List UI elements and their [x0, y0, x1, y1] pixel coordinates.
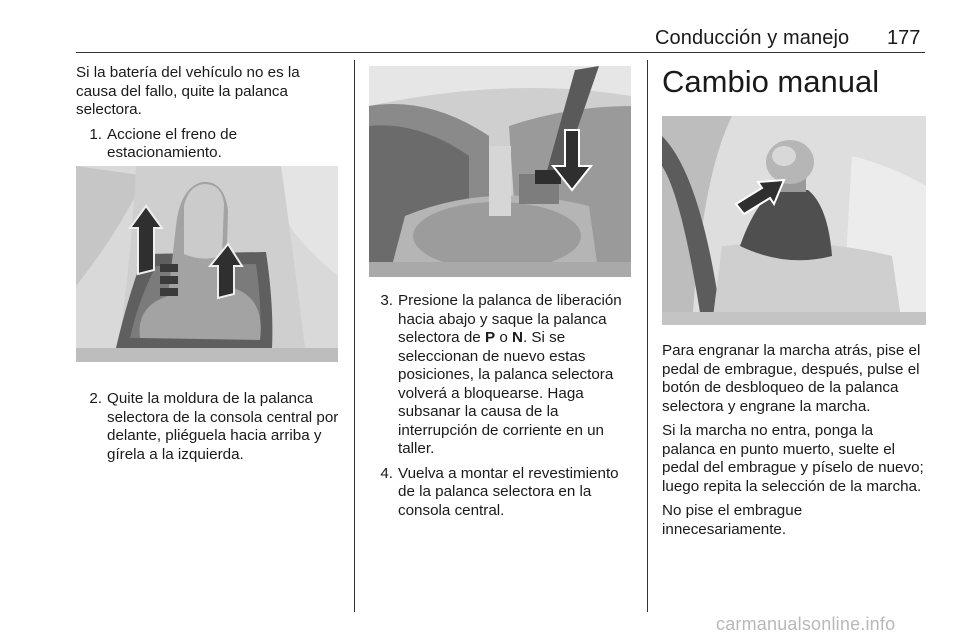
- step-4: [367, 465, 635, 521]
- step-text-part: . Si se seleccionan de nuevo estas posiciones, la palanca selectora volverá a bloquearse. Haga subsanar la causa de la interrupción de corriente en un taller.: [398, 329, 614, 457]
- step-3: [367, 292, 635, 459]
- release-lever-illustration: [369, 66, 631, 277]
- column-3-heading: [662, 64, 926, 100]
- watermark: carmanualsonline.info: [716, 614, 896, 634]
- column-2: [367, 292, 635, 520]
- step-number: 2.: [89, 390, 102, 407]
- gear-n-label: N: [512, 329, 523, 346]
- page-number: 177: [887, 27, 921, 49]
- step-text-part: o: [495, 329, 512, 346]
- section-heading: Cambio manual: [662, 64, 880, 99]
- manual-gearshift-illustration: [662, 116, 926, 325]
- column-1: [76, 64, 342, 163]
- header-title: Conducción y manejo: [655, 27, 850, 49]
- step-number: 1.: [89, 125, 102, 143]
- column-divider-2: [647, 60, 648, 612]
- column-3: [662, 342, 926, 545]
- header-rule: [76, 52, 925, 53]
- gear-selector-illustration: [76, 166, 338, 362]
- step-number: 4.: [380, 464, 393, 482]
- step-text: Quite la moldura de la palanca selectora de la consola central por delante, pliéguela hacia arriba y gírela a la izquierda.: [107, 390, 339, 463]
- step-2: [76, 390, 342, 464]
- step-text: Accione el freno de estacionamiento.: [107, 125, 238, 161]
- paragraph-1: Para engranar la marcha atrás, pise el pedal de embrague, después, pulse el botón de desbloqueo de la palanca selectora y engrane la marcha.: [662, 342, 921, 415]
- intro-paragraph: Si la batería del vehículo no es la causa del fallo, quite la palanca selectora.: [76, 64, 300, 118]
- step-text-part: Presione la palanca de liberación hacia abajo y saque la palanca selectora de: [398, 292, 622, 346]
- step-number: 3.: [380, 292, 393, 309]
- step-text: Vuelva a montar el revestimiento de la palanca selectora en la consola central.: [398, 464, 619, 519]
- column-1-lower: [76, 390, 342, 464]
- step-text: [398, 292, 635, 459]
- column-divider-1: [354, 60, 355, 612]
- gear-p-label: P: [484, 329, 496, 346]
- paragraph-2: Si la marcha no entra, ponga la palanca en punto muerto, suelte el pedal del embrague y píselo de nuevo; luego repita la selección de la marcha.: [662, 422, 924, 495]
- paragraph-3: No pise el embrague innecesariamente.: [662, 502, 803, 538]
- step-1: [76, 126, 342, 163]
